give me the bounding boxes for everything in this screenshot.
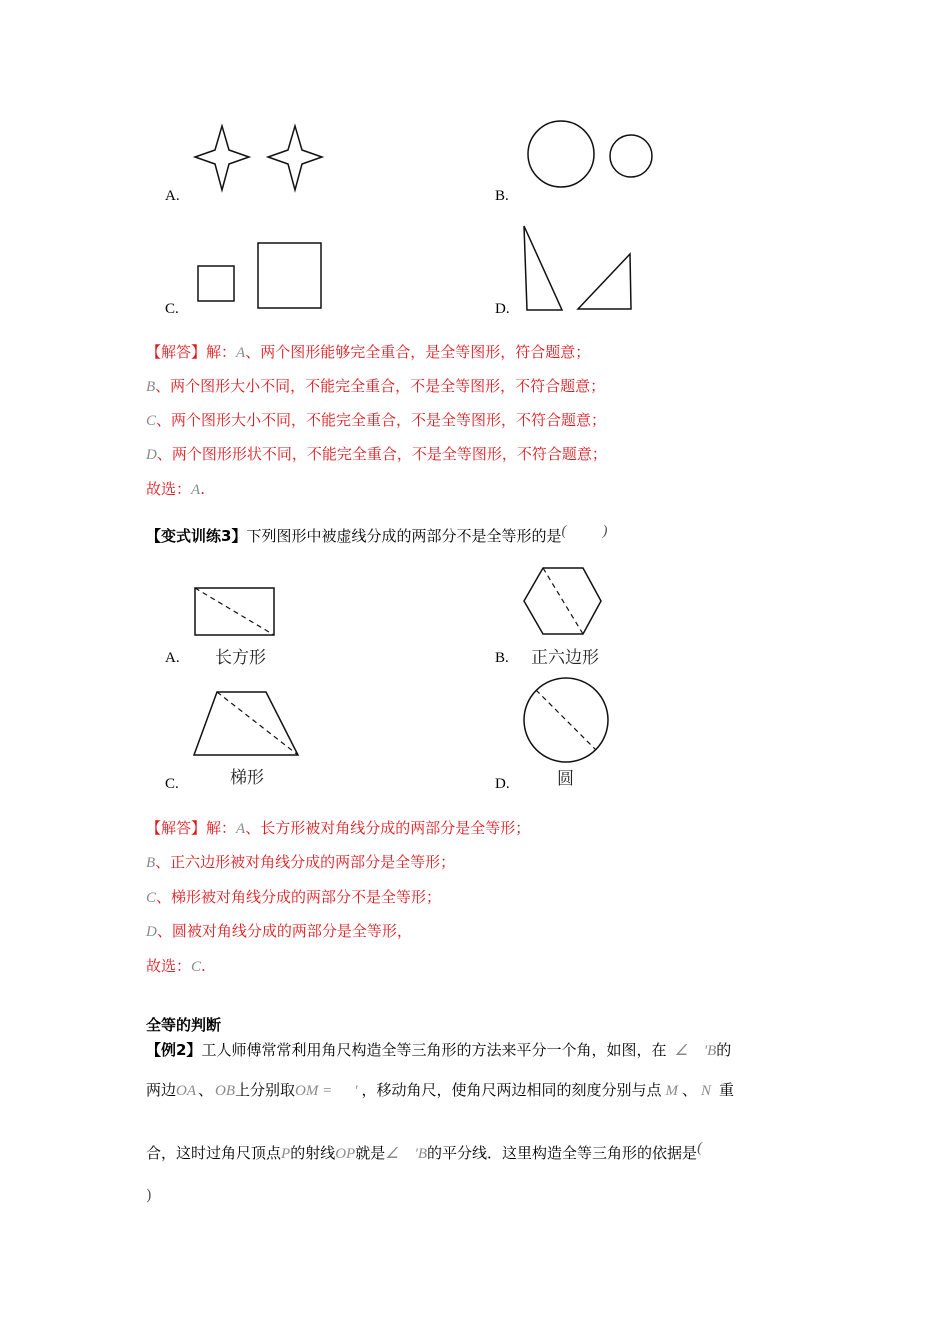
ex2-paren-close: ) — [146, 1186, 152, 1204]
q1-option-a-label: A. — [165, 188, 180, 204]
q3-paren-close: ) — [602, 523, 608, 539]
ex2-tag: 【例2】 — [146, 1041, 202, 1059]
sol3-line-d — [146, 920, 412, 941]
sol3-text-c: 、梯形被对角线分成的两部分不是全等形； — [156, 888, 442, 906]
ex2-sep: 、 — [198, 1081, 214, 1099]
ex2-text-3a: 合，这时过角尺顶点 — [146, 1144, 282, 1162]
ex2-p: P — [281, 1146, 291, 1162]
ex2-text-3d: 的平分线．这里构造全等三角形的依据是 — [427, 1144, 698, 1162]
ex2-op: OP — [335, 1146, 356, 1162]
ex2-angle-2: ∠ — [385, 1146, 399, 1162]
ex2-text-2c: ，移动角尺，使角尺两边相同的刻度分别与点 — [361, 1081, 662, 1099]
ex2-oa: OA — [176, 1083, 197, 1099]
sol3-text-a: 、长方形被对角线分成的两部分是全等形； — [245, 819, 531, 837]
q3-tag: 【变式训练3】 — [146, 527, 247, 545]
sol1-var-d: D — [146, 447, 157, 463]
sol3-var-b: B — [146, 855, 156, 871]
sol3-answer-var: C — [191, 959, 202, 975]
trapezoid-diagonal — [217, 692, 298, 755]
circle-diameter — [536, 690, 596, 750]
sol1-text-c: 、两个图形大小不同，不能完全重合，不是全等图形，不符合题意； — [156, 411, 607, 429]
ex2-line-3 — [146, 1142, 702, 1163]
section-title: 全等的判断 — [146, 1016, 222, 1034]
q1-option-c-label: C. — [165, 301, 179, 317]
sol1-lead: 【解答】解： — [146, 343, 237, 361]
ex2-text-3b: 的射线 — [290, 1144, 336, 1162]
ex2-line-1 — [146, 1039, 731, 1060]
sol1-text-d: 、两个图形形状不同，不能完全重合，不是全等图形，不符合题意； — [156, 445, 607, 463]
sol3-line-b — [146, 851, 455, 872]
ex2-de-1: 的 — [716, 1041, 732, 1059]
sol1-text-b: 、两个图形大小不同，不能完全重合，不是全等图形，不符合题意； — [155, 377, 606, 395]
ex2-text-1: 工人师傅常常利用角尺构造全等三角形的方法来平分一个角，如图，在 — [201, 1041, 667, 1059]
q3-option-d-label: D. — [495, 776, 510, 792]
sol3-answer-prefix: 故选： — [146, 957, 192, 975]
ex2-text-2a: 两边 — [146, 1081, 177, 1099]
ex2-line-4 — [146, 1186, 152, 1204]
q1-option-b-label: B. — [495, 188, 509, 204]
q1-option-d-label: D. — [495, 301, 510, 317]
sol3-text-d: 、圆被对角线分成的两部分是全等形， — [156, 922, 412, 940]
q3-caption-a: 长方形 — [215, 648, 266, 668]
ex2-text-2b: 上分别取 — [235, 1081, 296, 1099]
trapezoid-shape — [194, 692, 298, 755]
sol1-var-a: A — [236, 345, 246, 361]
ex2-m: M — [665, 1083, 678, 1099]
sol3-line-c — [146, 886, 441, 907]
sol3-answer-suffix: . — [201, 957, 206, 975]
ex2-zhong: 重 — [719, 1081, 735, 1099]
sol3-line-a — [146, 817, 530, 838]
q3-caption-d: 圆 — [557, 769, 574, 789]
q3-option-c-label: C. — [165, 776, 179, 792]
sol3-var-c: C — [146, 890, 157, 906]
sol1-text-a: 、两个图形能够完全重合，是全等图形，符合题意； — [245, 343, 591, 361]
sol1-answer-suffix: . — [200, 480, 205, 498]
sol3-answer — [146, 955, 206, 976]
ex2-on: ' — [354, 1083, 358, 1099]
q3-paren-open: ( — [561, 523, 567, 539]
sol3-text-b: 、正六边形被对角线分成的两部分是全等形； — [155, 853, 456, 871]
q3-option-b-label: B. — [495, 650, 509, 666]
ex2-ab-1: 'B — [703, 1043, 717, 1059]
ex2-sep-2: 、 — [681, 1081, 697, 1099]
sol1-var-b: B — [146, 379, 156, 395]
sol1-answer-var: A — [191, 482, 201, 498]
ex2-text-3c: 就是 — [355, 1144, 386, 1162]
q3-option-a-label: A. — [165, 650, 180, 666]
q3-stem-text: 下列图形中被虚线分成的两部分不是全等形的是 — [246, 527, 562, 545]
sol3-var-a: A — [236, 821, 246, 837]
sol3-lead: 【解答】解： — [146, 819, 237, 837]
ex2-angle-1: ∠ — [674, 1043, 688, 1059]
sol3-var-d: D — [146, 924, 157, 940]
ex2-ab-2: 'B — [414, 1146, 428, 1162]
sol1-answer-prefix: 故选： — [146, 480, 192, 498]
ex2-paren-open: ( — [697, 1140, 703, 1156]
ex2-line-2 — [146, 1079, 734, 1100]
ex2-n: N — [701, 1083, 712, 1099]
hexagon-diagonal — [543, 568, 583, 634]
ex2-ob: OB — [215, 1083, 236, 1099]
q3-caption-b: 正六边形 — [531, 648, 599, 668]
sol1-var-c: C — [146, 413, 157, 429]
rectangle-diagonal — [195, 588, 274, 635]
q3-caption-c: 梯形 — [230, 768, 264, 788]
ex2-om: OM = — [295, 1083, 333, 1099]
